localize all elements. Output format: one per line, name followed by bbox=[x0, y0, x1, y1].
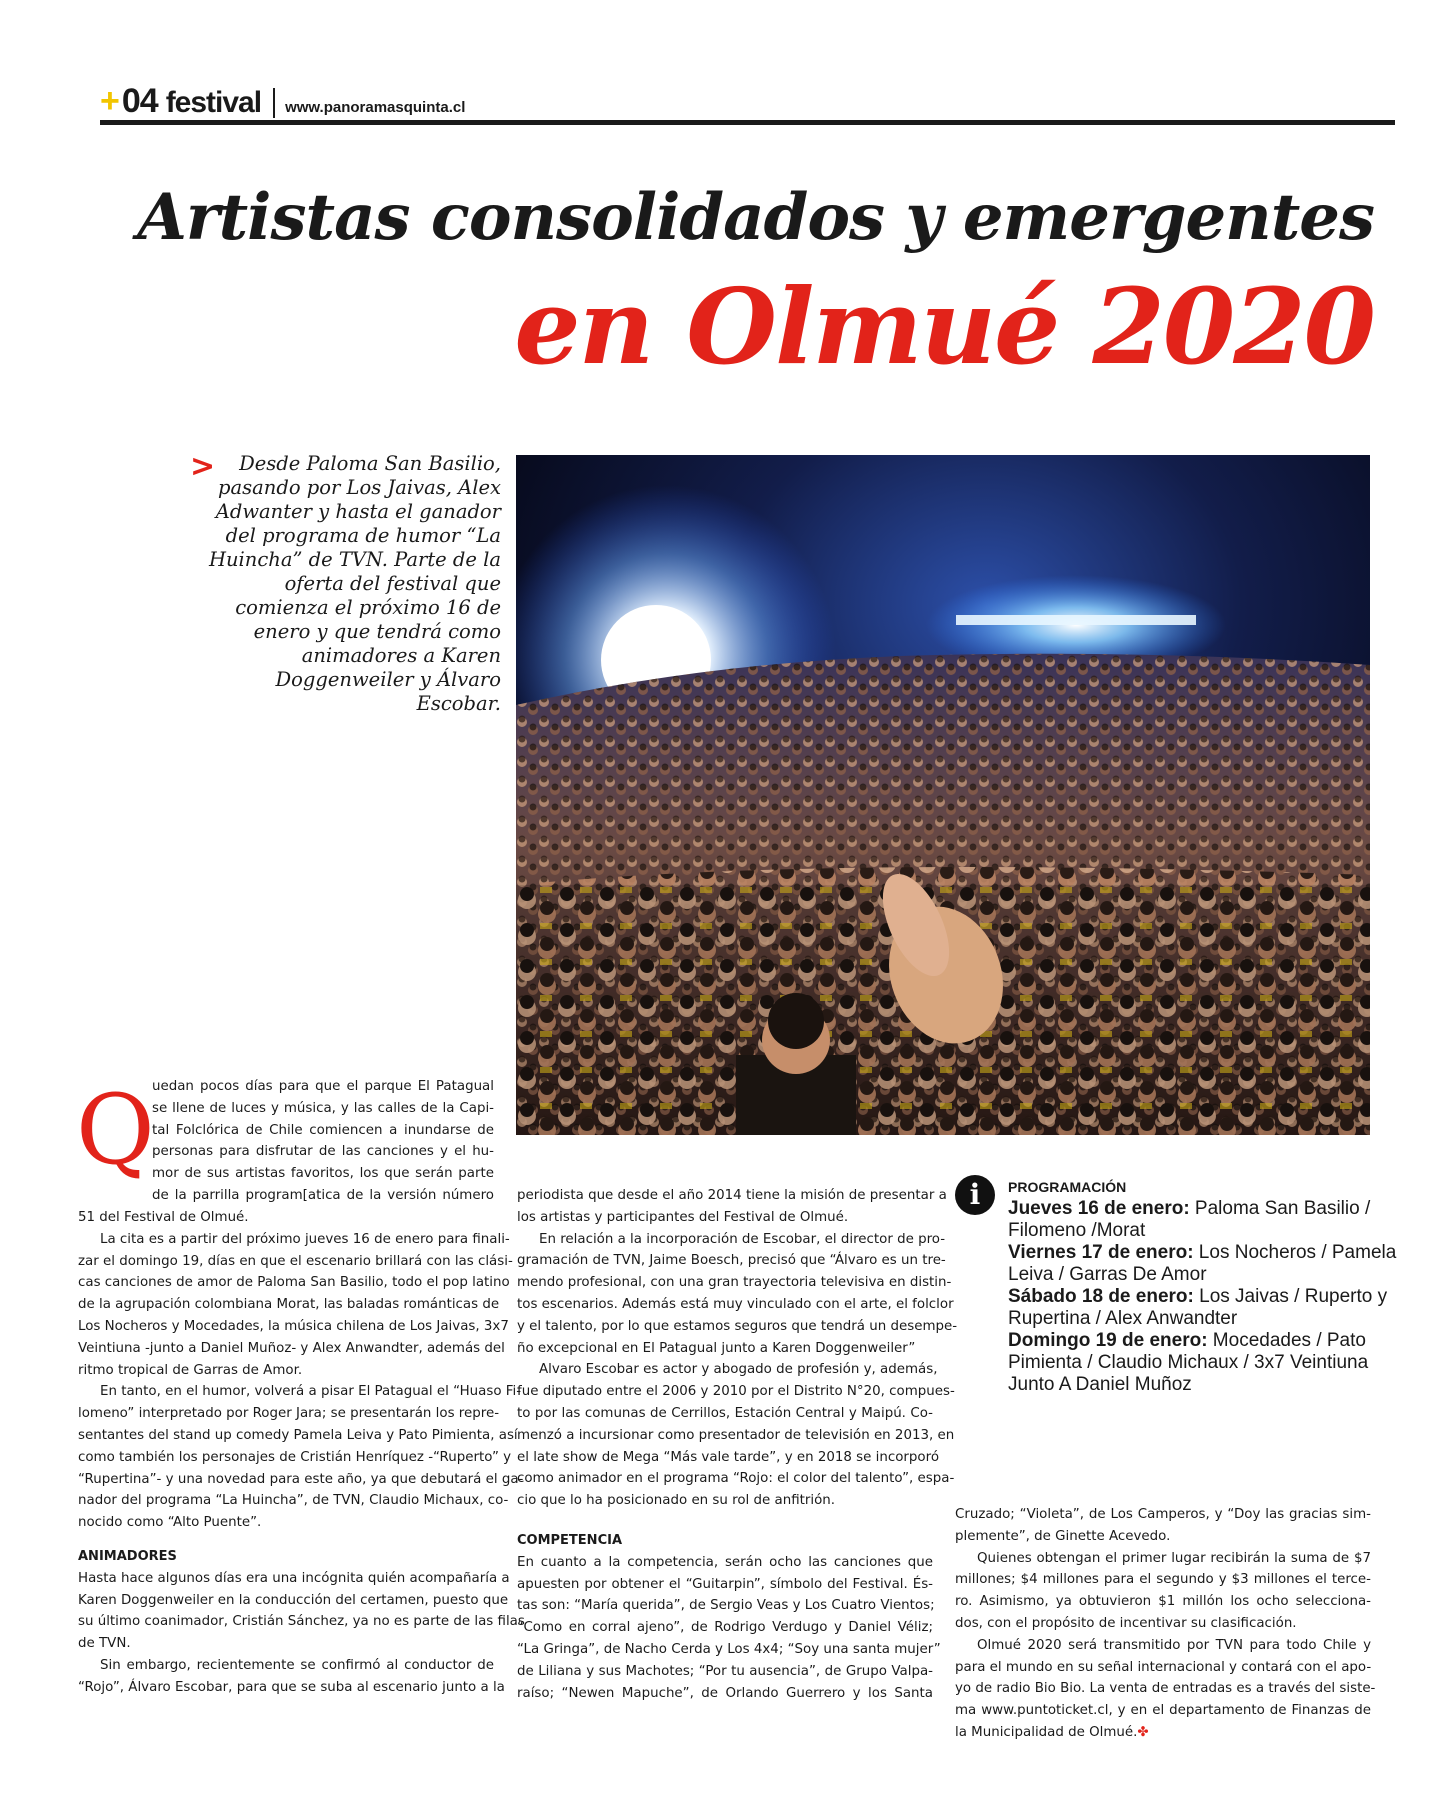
text-line: la Municipalidad de Olmué.✤ bbox=[955, 1724, 1149, 1740]
column-2-paragraphs bbox=[517, 1185, 958, 1512]
text-line: En tanto, en el humor, volverá a pisar El Patagual el “Huaso Fi- bbox=[100, 1384, 522, 1400]
schedule-acts: Junto A Daniel Muñoz bbox=[1008, 1374, 1192, 1395]
schedule-acts: Los Nocheros / Pamela bbox=[1193, 1242, 1397, 1263]
text-line: periodista que desde el año 2014 tiene la misión de presentar a bbox=[517, 1188, 947, 1203]
text-line: de la agrupación colombiana Morat, las baladas románticas de bbox=[78, 1297, 500, 1313]
lede-line: Escobar. bbox=[416, 692, 501, 715]
text-line: tas son: “María querida”, de Sergio Veas y Los Cuatro Vientos; bbox=[517, 1598, 935, 1614]
text-line: Los Nocheros y Mocedades, la música chilena de Los Jaivas, 3x7 bbox=[78, 1318, 509, 1334]
text-line: nador del programa “La Huincha”, de TVN, Claudio Michaux, co- bbox=[78, 1493, 509, 1509]
column-1-paragraphs bbox=[78, 1207, 524, 1534]
lede-line: oferta del festival que bbox=[284, 572, 501, 595]
text-line: y el talento, por lo que estamos seguros que tendrá un desempe- bbox=[517, 1318, 958, 1334]
lede-line: Doggenweiler y Álvaro bbox=[275, 668, 501, 691]
concert-crowd-photo bbox=[516, 455, 1370, 1135]
lede-line: del programa de humor “La bbox=[225, 524, 501, 547]
chevron-right-icon: > bbox=[190, 449, 216, 484]
text-line: zar el domingo 19, días en que el escenario brillará con las clási- bbox=[78, 1253, 513, 1269]
text-line: millones; $4 millones para el segundo y $3 millones el terce- bbox=[955, 1572, 1371, 1588]
text-line: como también los personajes de Cristián Henríquez -“Ruperto” y bbox=[78, 1449, 512, 1465]
drop-cap: Q bbox=[76, 1074, 155, 1186]
schedule-acts: Mocedades / Pato bbox=[1207, 1330, 1366, 1351]
text-line: mor de sus artistas favoritos, los que serán parte bbox=[152, 1166, 494, 1182]
schedule-date: Sábado 18 de enero: bbox=[1008, 1286, 1194, 1307]
text-line: mendo profesional, con una gran trayectoria televisiva en distin- bbox=[517, 1275, 952, 1291]
website-link[interactable]: www.panoramasquinta.cl bbox=[285, 99, 466, 116]
lede-line: enero y que tendrá como bbox=[253, 620, 501, 643]
column-1-paragraphs-b bbox=[78, 1568, 525, 1699]
text-line: menzó a incursionar como presentador de televisión en 2013, en bbox=[517, 1427, 955, 1443]
header-divider bbox=[273, 88, 275, 118]
schedule-acts: Leiva / Garras De Amor bbox=[1008, 1264, 1207, 1285]
text-line: gramación de TVN, Jaime Boesch, precisó que “Álvaro es un tre- bbox=[517, 1253, 946, 1269]
crowd-illustration bbox=[516, 455, 1370, 1135]
text-line: de la parrilla program[atica de la versión número bbox=[152, 1187, 494, 1203]
text-line: Quienes obtengan el primer lugar recibirán la suma de $7 bbox=[977, 1550, 1371, 1566]
info-icon: i bbox=[955, 1175, 995, 1215]
text-line: La cita es a partir del próximo jueves 16 de enero para finali- bbox=[100, 1231, 510, 1247]
text-line: raíso; “Newen Mapuche”, de Orlando Guerrero y los Santa bbox=[517, 1685, 933, 1701]
subhead-competencia: COMPETENCIA bbox=[517, 1532, 623, 1548]
lede-line: pasando por Los Jaivas, Alex bbox=[218, 476, 501, 499]
article-column-3 bbox=[955, 1504, 1376, 1744]
text-line: Sin embargo, recientemente se confirmó al conductor de bbox=[100, 1657, 494, 1673]
schedule-day-4 bbox=[1008, 1330, 1378, 1396]
end-mark-icon: ✤ bbox=[1137, 1724, 1149, 1740]
schedule-acts: Rupertina / Alex Anwandter bbox=[1008, 1308, 1238, 1329]
column-3-paragraphs bbox=[955, 1504, 1376, 1744]
page-number: 04 bbox=[121, 82, 158, 120]
schedule-date: Domingo 19 de enero: bbox=[1008, 1330, 1208, 1351]
text-line: uedan pocos días para que el parque El Patagual bbox=[152, 1079, 494, 1094]
text-line: Olmué 2020 será transmitido por TVN para todo Chile y bbox=[977, 1637, 1371, 1653]
schedule-day-2 bbox=[1008, 1242, 1397, 1286]
text-line: de TVN. bbox=[78, 1636, 131, 1652]
text-line: de Liliana y sus Machotes; “Por tu ausencia”, de Grupo Valpa- bbox=[517, 1663, 933, 1679]
text-line: ño excepcional en El Patagual junto a Karen Doggenweiler” bbox=[517, 1340, 916, 1356]
lede-line: Desde Paloma San Basilio, bbox=[239, 452, 501, 475]
text-line: se llene de luces y música, y las calles de la Capi- bbox=[152, 1100, 494, 1116]
text-line: “Como en corral ajeno”, de Rodrigo Verdugo y Daniel Véliz; bbox=[517, 1620, 933, 1636]
schedule-acts: Los Jaivas / Ruperto y bbox=[1193, 1286, 1388, 1307]
lede-line: animadores a Karen bbox=[301, 644, 501, 667]
text-line: cas canciones de amor de Paloma San Basilio, todo el pop latino bbox=[78, 1275, 510, 1291]
text-line: los artistas y participantes del Festival de Olmué. bbox=[517, 1209, 849, 1225]
text-line: ma www.puntoticket.cl, y en el departamento de Finanzas de bbox=[955, 1703, 1371, 1719]
text-line: lomeno” interpretado por Roger Jara; se presentarán los repre- bbox=[78, 1406, 500, 1422]
programacion-title: PROGRAMACIÓN bbox=[1008, 1179, 1127, 1195]
headline-line-1: Artistas consolidados y emergentes bbox=[137, 180, 1374, 255]
text-line: nocido como “Alto Puente”. bbox=[78, 1515, 262, 1531]
text-line: “Rojo”, Álvaro Escobar, para que se suba al escenario junto a la bbox=[78, 1679, 505, 1695]
programacion-box bbox=[1008, 1178, 1397, 1396]
lede-line: Huincha” de TVN. Parte de la bbox=[208, 548, 501, 571]
text-line: En relación a la incorporación de Escobar, el director de pro- bbox=[539, 1231, 946, 1247]
schedule-day-1 bbox=[1008, 1198, 1378, 1242]
text-line: apuesten por obtener el “Guitarpin”, símbolo del Festival. És- bbox=[517, 1576, 933, 1592]
header-rule bbox=[100, 120, 1395, 125]
text-line: Cruzado; “Violeta”, de Los Camperos, y “Doy las gracias sim- bbox=[955, 1507, 1371, 1522]
plus-sign: + bbox=[100, 82, 120, 120]
text-line: yo de radio Bio Bio. La venta de entradas es a través del siste- bbox=[955, 1681, 1376, 1697]
schedule-acts: Paloma San Basilio / bbox=[1189, 1198, 1371, 1219]
text-line: plemente”, de Ginette Acevedo. bbox=[955, 1528, 1171, 1544]
text-line: ritmo tropical de Garras de Amor. bbox=[78, 1362, 303, 1378]
text-line: fue diputado entre el 2006 y 2010 por el Distrito N°20, compues- bbox=[517, 1384, 955, 1400]
text-line: En cuanto a la competencia, serán ocho las canciones que bbox=[517, 1554, 933, 1570]
lede-line: comienza el próximo 16 de bbox=[235, 596, 501, 619]
text-line: cio que lo ha posicionado en su rol de anfitrión. bbox=[517, 1493, 836, 1509]
text-line: ro. Asimismo, ya obtuvieron $1 millón los ocho selecciona- bbox=[955, 1594, 1371, 1610]
text-line: Karen Doggenweiler en la conducción del certamen, puesto que bbox=[78, 1592, 509, 1608]
subhead-animadores: ANIMADORES bbox=[78, 1548, 177, 1564]
article-column-2 bbox=[517, 1185, 958, 1704]
text-line: 51 del Festival de Olmué. bbox=[78, 1210, 249, 1225]
text-line: Hasta hace algunos días era una incógnita quién acompañaría a bbox=[78, 1570, 510, 1586]
article-column-1 bbox=[78, 1207, 525, 1699]
text-line: “La Gringa”, de Nacho Cerda y Los 4x4; “Soy una santa mujer” bbox=[517, 1641, 941, 1657]
text-line: el late show de Mega “Más vale tarde”, y en 2018 se incorporó bbox=[517, 1449, 940, 1465]
text-line: Alvaro Escobar es actor y abogado de profesión y, además, bbox=[539, 1362, 938, 1378]
schedule-acts: Filomeno /Morat bbox=[1008, 1220, 1146, 1241]
text-line: su último coanimador, Cristián Sánchez, ya no es parte de las filas bbox=[78, 1614, 525, 1630]
text-line: para el mundo en su señal internacional y contará con el apo- bbox=[955, 1659, 1372, 1675]
text-line: dos, con el propósito de incentivar su clasificación. bbox=[955, 1615, 1297, 1631]
text-line: tos escenarios. Además está muy vinculado con el arte, el folclor bbox=[517, 1296, 954, 1312]
text-line: “Rupertina”- y una novedad para este año, ya que debutará el ga- bbox=[78, 1471, 524, 1487]
schedule-date: Viernes 17 de enero: bbox=[1008, 1242, 1194, 1263]
lede-line: Adwanter y hasta el ganador bbox=[215, 500, 501, 523]
page-header bbox=[100, 84, 465, 118]
column-2-paragraphs-b bbox=[517, 1552, 941, 1705]
text-line: sentantes del stand up comedy Pamela Leiva y Pato Pimienta, así bbox=[78, 1427, 518, 1443]
text-line: como animador en el programa “Rojo: el color del talento”, espa- bbox=[517, 1471, 955, 1487]
text-line: to por las comunas de Cerrillos, Estación Central y Maipú. Co- bbox=[517, 1405, 933, 1421]
article-intro bbox=[152, 1076, 494, 1207]
lede-paragraph bbox=[205, 452, 501, 716]
schedule-date: Jueves 16 de enero: bbox=[1008, 1198, 1190, 1219]
schedule-acts: Pimienta / Claudio Michaux / 3x7 Veintiuna bbox=[1008, 1352, 1369, 1373]
section-name: festival bbox=[165, 86, 262, 119]
schedule-day-3 bbox=[1008, 1286, 1388, 1330]
headline-line-2: en Olmué 2020 bbox=[514, 265, 1374, 388]
text-line: tal Folclórica de Chile comiencen a inundarse de bbox=[152, 1122, 494, 1138]
text-line: Veintiuna -junto a Daniel Muñoz- y Alex Anwandter, además del bbox=[78, 1340, 505, 1356]
text-line: personas para disfrutar de las canciones y el hu- bbox=[152, 1144, 494, 1160]
